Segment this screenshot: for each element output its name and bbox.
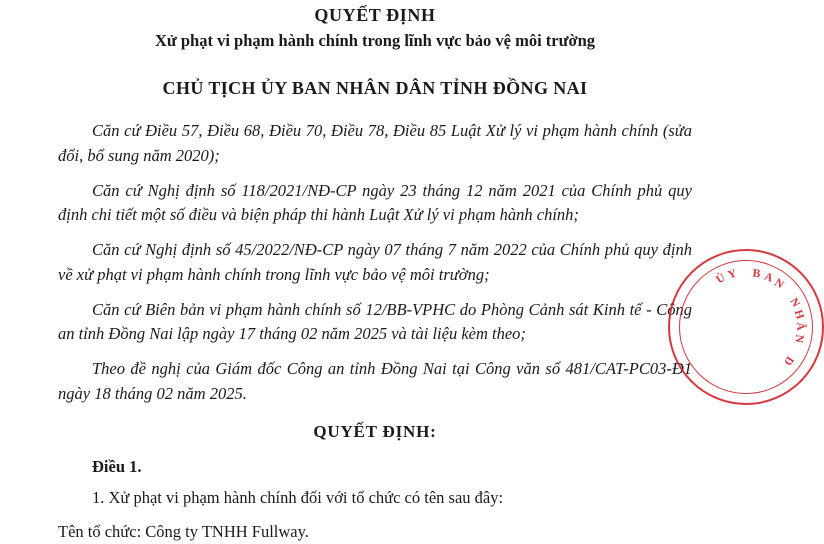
legal-basis-paragraph: Căn cứ Điều 57, Điều 68, Điều 70, Điều 78, Điều 85 Luật Xử lý vi phạm hành chính (sửa đổi, bổ sung năm 2020); xyxy=(58,121,692,165)
page-title: QUYẾT ĐỊNH xyxy=(314,5,436,25)
article-1-heading: Điều 1. xyxy=(92,456,142,476)
legal-basis-list xyxy=(58,119,692,406)
issuing-authority: CHỦ TỊCH ỦY BAN NHÂN DÂN TỈNH ĐỒNG NAI xyxy=(162,77,588,98)
seal-inner-ring xyxy=(679,260,813,394)
seal-arc-text: Ủ Y B A N N H Â N D xyxy=(714,267,807,368)
legal-basis-paragraph: Căn cứ Nghị định số 118/2021/NĐ-CP ngày 23 tháng 12 năm 2021 của Chính phủ quy định chi tiết một số điều và biện pháp thi hành Luật Xử lý vi phạm hành chính; xyxy=(58,180,692,225)
document-subtitle: Xử phạt vi phạm hành chính trong lĩnh vực bảo vệ môi trường xyxy=(154,30,596,50)
legal-basis-paragraph: Theo đề nghị của Giám đốc Công an tỉnh Đồng Nai tại Công văn số 481/CAT-PC03-Đ1 ngày 18 tháng 02 năm 2025. xyxy=(58,359,692,403)
article-1-clause-1: 1. Xử phạt vi phạm hành chính đối với tổ chức có tên sau đây: xyxy=(92,487,504,507)
legal-basis-paragraph: Căn cứ Nghị định số 45/2022/NĐ-CP ngày 07 tháng 7 năm 2022 của Chính phủ quy định về xử phạt vi phạm hành chính trong lĩnh vực bảo vệ môi trường; xyxy=(58,240,692,284)
legal-basis-paragraph: Căn cứ Biên bản vi phạm hành chính số 12/BB-VPHC do Phòng Cảnh sát Kinh tế - Công an tỉnh Đồng Nai lập ngày 17 tháng 02 năm 2025 và tài liệu kèm theo; xyxy=(58,299,692,344)
decision-keyword: QUYẾT ĐỊNH: xyxy=(313,421,437,441)
organization-name-line: Tên tổ chức: Công ty TNHH Fullway. xyxy=(58,521,309,541)
